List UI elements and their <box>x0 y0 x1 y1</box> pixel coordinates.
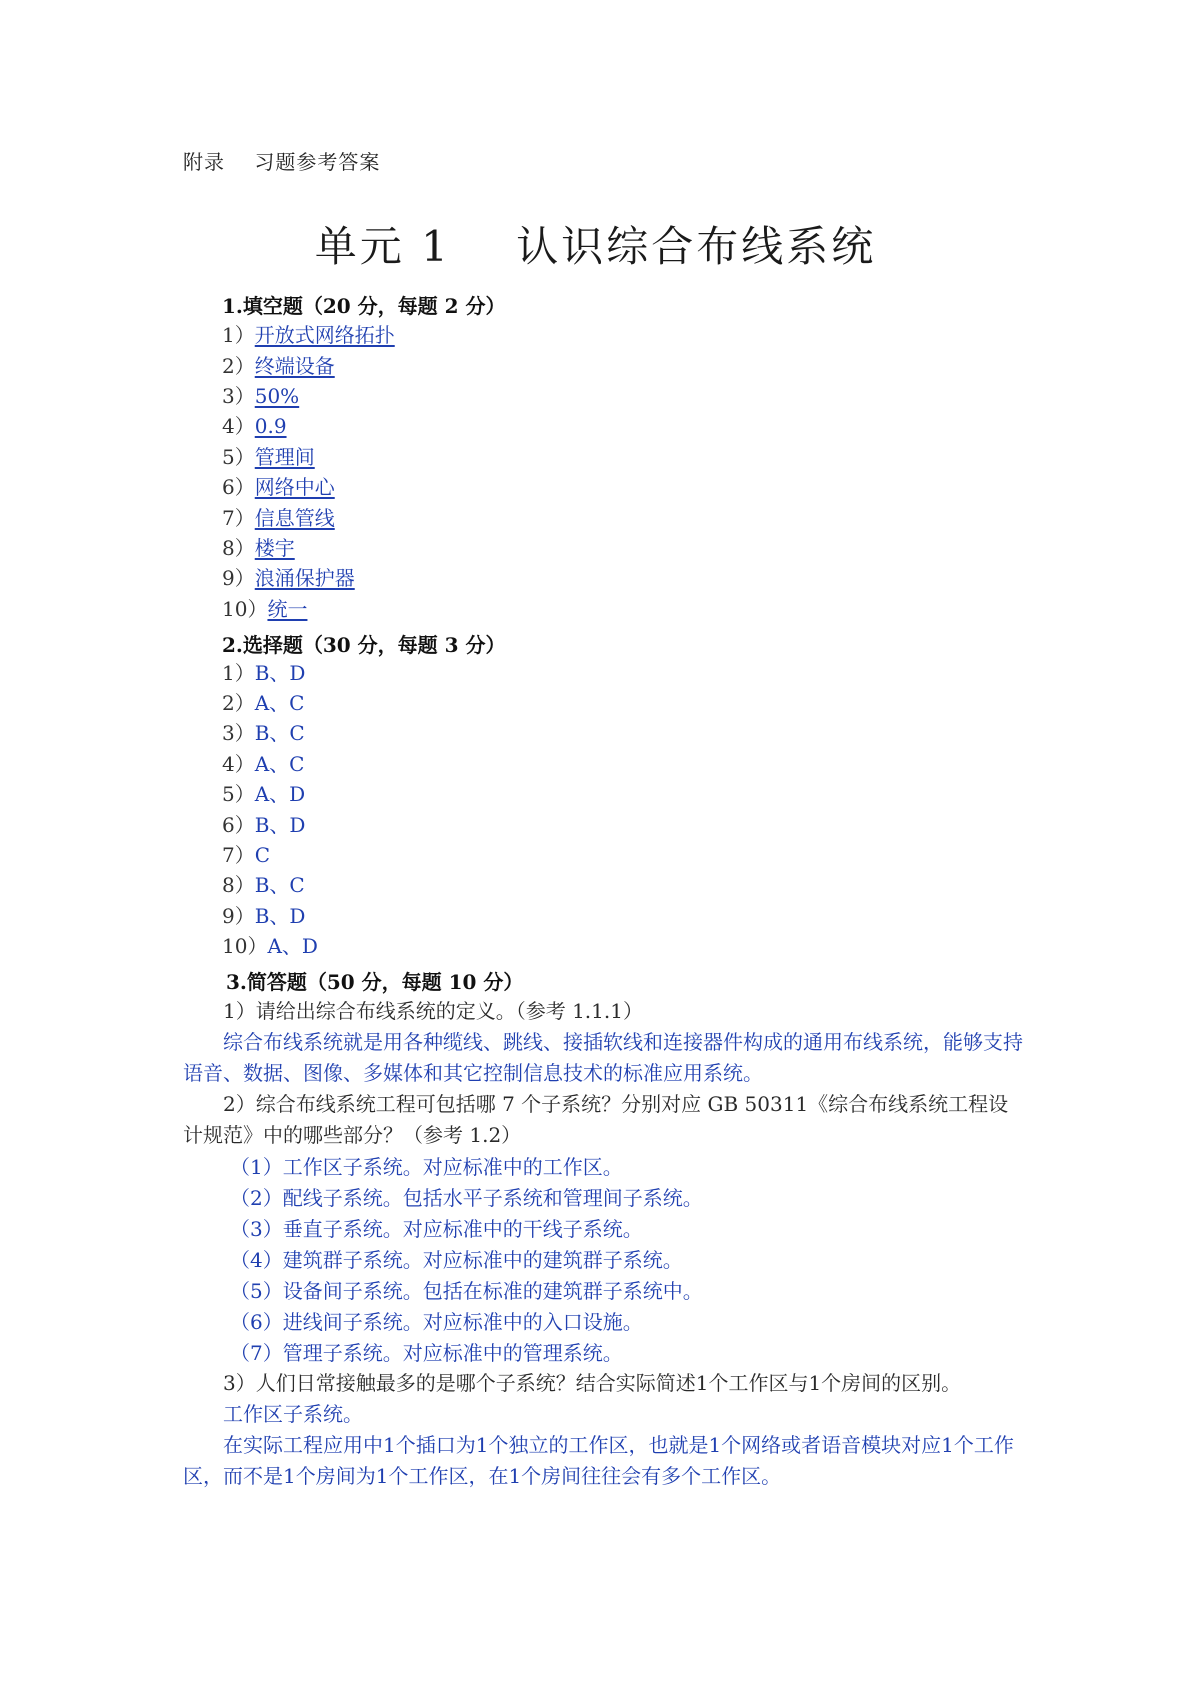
list-item <box>222 538 295 558</box>
list-item <box>222 723 305 743</box>
item-number: 9） <box>222 566 255 590</box>
item-number: 7） <box>222 843 255 867</box>
item-number: 8） <box>222 536 255 560</box>
answer-text: A、C <box>254 691 305 715</box>
section-heading-multiple-choice: 2.选择题（30 分，每题 3 分） <box>222 633 506 657</box>
list-item <box>222 477 335 497</box>
item-number: 5） <box>222 782 255 806</box>
answer-text: C <box>254 843 271 867</box>
appendix-title: 附录 习题参考答案 <box>183 150 381 174</box>
answer-1: 综合布线系统就是用各种缆线、跳线、接插软线和连接器件构成的通用布线系统，能够支持语音、数据、图像、多媒体和其它控制信息技术的标准应用系统。 <box>183 1030 1023 1085</box>
list-item <box>222 568 355 588</box>
answer-text: 网络中心 <box>254 475 335 499</box>
answer-2-line: （5）设备间子系统。包括在标准的建筑群子系统中。 <box>230 1279 703 1303</box>
question-3: 3）人们日常接触最多的是哪个子系统？结合实际简述1个工作区与1个房间的区别。 <box>223 1371 962 1395</box>
list-item <box>222 906 305 926</box>
list-item <box>222 447 315 467</box>
answer-text: 50% <box>254 384 300 408</box>
list-item <box>222 815 305 835</box>
list-item <box>222 325 395 345</box>
answer-text: B、D <box>254 904 306 928</box>
answer-text: A、D <box>254 782 306 806</box>
answer-text: 信息管线 <box>254 506 335 530</box>
item-number: 2） <box>222 691 255 715</box>
item-number: 1） <box>222 323 255 347</box>
answer-2-line: （6）进线间子系统。对应标准中的入口设施。 <box>230 1310 643 1334</box>
item-number: 4） <box>222 752 255 776</box>
item-number: 1） <box>222 661 255 685</box>
list-item <box>222 936 318 956</box>
answer-text: 浪涌保护器 <box>254 566 355 590</box>
unit-title: 单元 1 认识综合布线系统 <box>314 222 877 271</box>
question-2: 2）综合布线系统工程可包括哪 7 个子系统？分别对应 GB 50311《综合布线系统工程设计规范》中的哪些部分？（参考 1.2） <box>183 1092 1009 1147</box>
item-number: 6） <box>222 813 255 837</box>
item-number: 4） <box>222 414 255 438</box>
item-number: 10） <box>222 597 268 621</box>
answer-text: 统一 <box>267 597 308 621</box>
item-number: 5） <box>222 445 255 469</box>
list-item <box>222 875 305 895</box>
answer-3-summary: 工作区子系统。 <box>223 1402 363 1426</box>
item-number: 8） <box>222 873 255 897</box>
section-heading-fill-blank: 1.填空题（20 分，每题 2 分） <box>222 294 506 318</box>
list-item <box>222 784 305 804</box>
list-item <box>222 386 299 406</box>
answer-2-line: （4）建筑群子系统。对应标准中的建筑群子系统。 <box>230 1248 683 1272</box>
item-number: 3） <box>222 384 255 408</box>
item-number: 6） <box>222 475 255 499</box>
list-item <box>222 754 304 774</box>
answer-text: 楼宇 <box>254 536 295 560</box>
answer-text: B、C <box>254 721 305 745</box>
answer-text: B、C <box>254 873 305 897</box>
item-number: 9） <box>222 904 255 928</box>
answer-2-line: （3）垂直子系统。对应标准中的干线子系统。 <box>230 1217 643 1241</box>
answer-text: 开放式网络拓扑 <box>254 323 395 347</box>
answer-text: B、D <box>254 661 306 685</box>
list-item <box>222 416 287 436</box>
list-item <box>222 663 305 683</box>
item-number: 2） <box>222 354 255 378</box>
list-item <box>222 693 304 713</box>
answer-text: 终端设备 <box>254 354 335 378</box>
question-1: 1）请给出综合布线系统的定义。（参考 1.1.1） <box>223 999 643 1023</box>
answer-text: 管理间 <box>254 445 315 469</box>
answer-2-line: （7）管理子系统。对应标准中的管理系统。 <box>230 1341 623 1365</box>
list-item <box>222 599 307 619</box>
answer-text: A、C <box>254 752 305 776</box>
answer-2-line: （2）配线子系统。包括水平子系统和管理间子系统。 <box>230 1186 703 1210</box>
item-number: 10） <box>222 934 268 958</box>
list-item <box>222 845 270 865</box>
item-number: 3） <box>222 721 255 745</box>
answer-text: A、D <box>267 934 318 958</box>
list-item <box>222 508 335 528</box>
answer-3-detail: 在实际工程应用中1个插口为1个独立的工作区，也就是1个网络或者语音模块对应1个工作区，而不是1个房间为1个工作区，在1个房间往往会有多个工作区。 <box>183 1433 1014 1488</box>
answer-text: B、D <box>254 813 306 837</box>
answer-2-line: （1）工作区子系统。对应标准中的工作区。 <box>230 1155 623 1179</box>
item-number: 7） <box>222 506 255 530</box>
list-item <box>222 356 335 376</box>
section-heading-short-answer: 3.简答题（50 分，每题 10 分） <box>226 970 524 994</box>
answer-text: 0.9 <box>254 414 287 438</box>
